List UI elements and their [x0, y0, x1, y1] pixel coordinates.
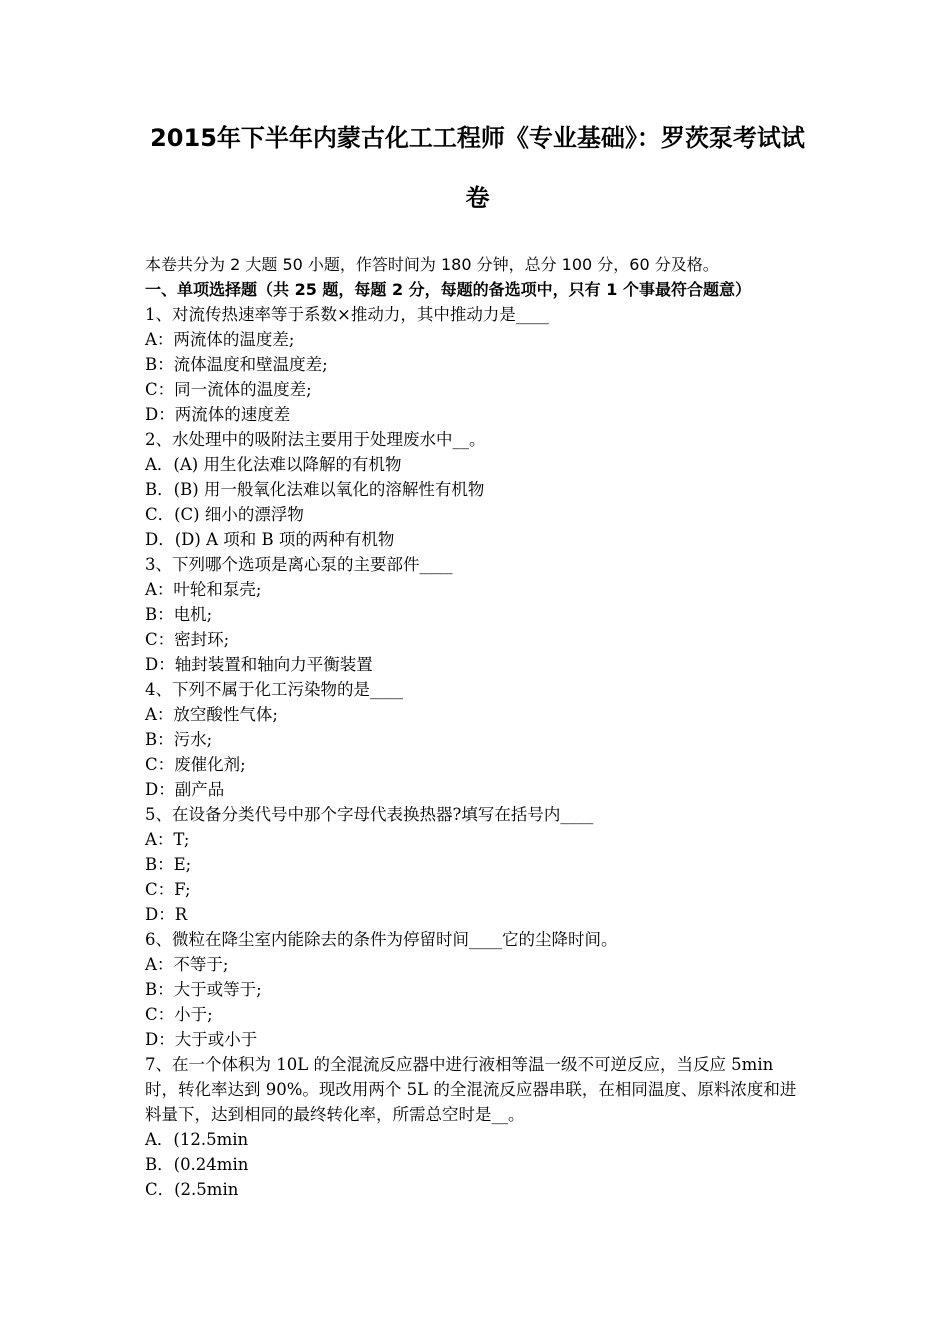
question-stem: 4、下列不属于化工污染物的是____ [145, 680, 403, 699]
option-a: A：叶轮和泵壳; [145, 580, 262, 599]
option-a: A：T; [145, 830, 190, 849]
question-2 [145, 427, 810, 552]
section-heading: 一、单项选择题（共 25 题，每题 2 分，每题的备选项中，只有 1 个事最符合题意） [145, 280, 751, 299]
question-5 [145, 802, 810, 927]
option-d: D：R [145, 905, 188, 924]
option-d: D：轴封装置和轴向力平衡装置 [145, 655, 373, 674]
option-b: B：污水; [145, 730, 213, 749]
question-stem: 2、水处理中的吸附法主要用于处理废水中__。 [145, 430, 486, 449]
document-title: 2015年下半年内蒙古化工工程师《专业基础》：罗茨泵考试试卷 [150, 124, 805, 212]
option-c: C：小于; [145, 1005, 213, 1024]
option-a: A．(12.5min [145, 1130, 249, 1149]
option-d: D．(D) A 项和 B 项的两种有机物 [145, 530, 395, 549]
option-d: D：大于或小于 [145, 1030, 258, 1049]
option-c: C：同一流体的温度差; [145, 380, 312, 399]
option-c: C：废催化剂; [145, 755, 246, 774]
question-stem: 7、在一个体积为 10L 的全混流反应器中进行液相等温一级不可逆反应，当反应 5min 时，转化率达到 90%。现改用两个 5L 的全混流反应器串联，在相同温度、原料浓度和进料量下，达到相同的最终转化率，所需总空时是__。 [145, 1055, 797, 1124]
document-page [145, 108, 810, 1202]
question-6 [145, 927, 810, 1052]
option-c: C：密封环; [145, 630, 230, 649]
option-b: B：电机; [145, 605, 213, 624]
option-b: B：E; [145, 855, 192, 874]
option-a: A．(A) 用生化法难以降解的有机物 [145, 455, 402, 474]
option-b: B．(B) 用一般氧化法难以氧化的溶解性有机物 [145, 480, 485, 499]
question-stem: 1、对流传热速率等于系数×推动力，其中推动力是____ [145, 305, 549, 324]
question-1 [145, 302, 810, 427]
option-d: D：副产品 [145, 780, 225, 799]
option-a: A：放空酸性气体; [145, 705, 278, 724]
question-7 [145, 1052, 810, 1202]
option-c: C：F; [145, 880, 191, 899]
question-stem: 5、在设备分类代号中那个字母代表换热器?填写在括号内____ [145, 805, 594, 824]
exam-intro: 本卷共分为 2 大题 50 小题，作答时间为 180 分钟，总分 100 分，60 分及格。 [145, 255, 719, 274]
option-b: B：流体温度和壁温度差; [145, 355, 328, 374]
question-stem: 6、微粒在降尘室内能除去的条件为停留时间____它的尘降时间。 [145, 930, 618, 949]
question-3 [145, 552, 810, 677]
option-b: B：大于或等于; [145, 980, 262, 999]
option-a: A：不等于; [145, 955, 229, 974]
option-d: D：两流体的速度差 [145, 405, 291, 424]
option-c: C．(2.5min [145, 1180, 239, 1199]
question-stem: 3、下列哪个选项是离心泵的主要部件____ [145, 555, 453, 574]
option-a: A：两流体的温度差; [145, 330, 295, 349]
option-c: C．(C) 细小的漂浮物 [145, 505, 304, 524]
option-b: B．(0.24min [145, 1155, 249, 1174]
question-4 [145, 677, 810, 802]
